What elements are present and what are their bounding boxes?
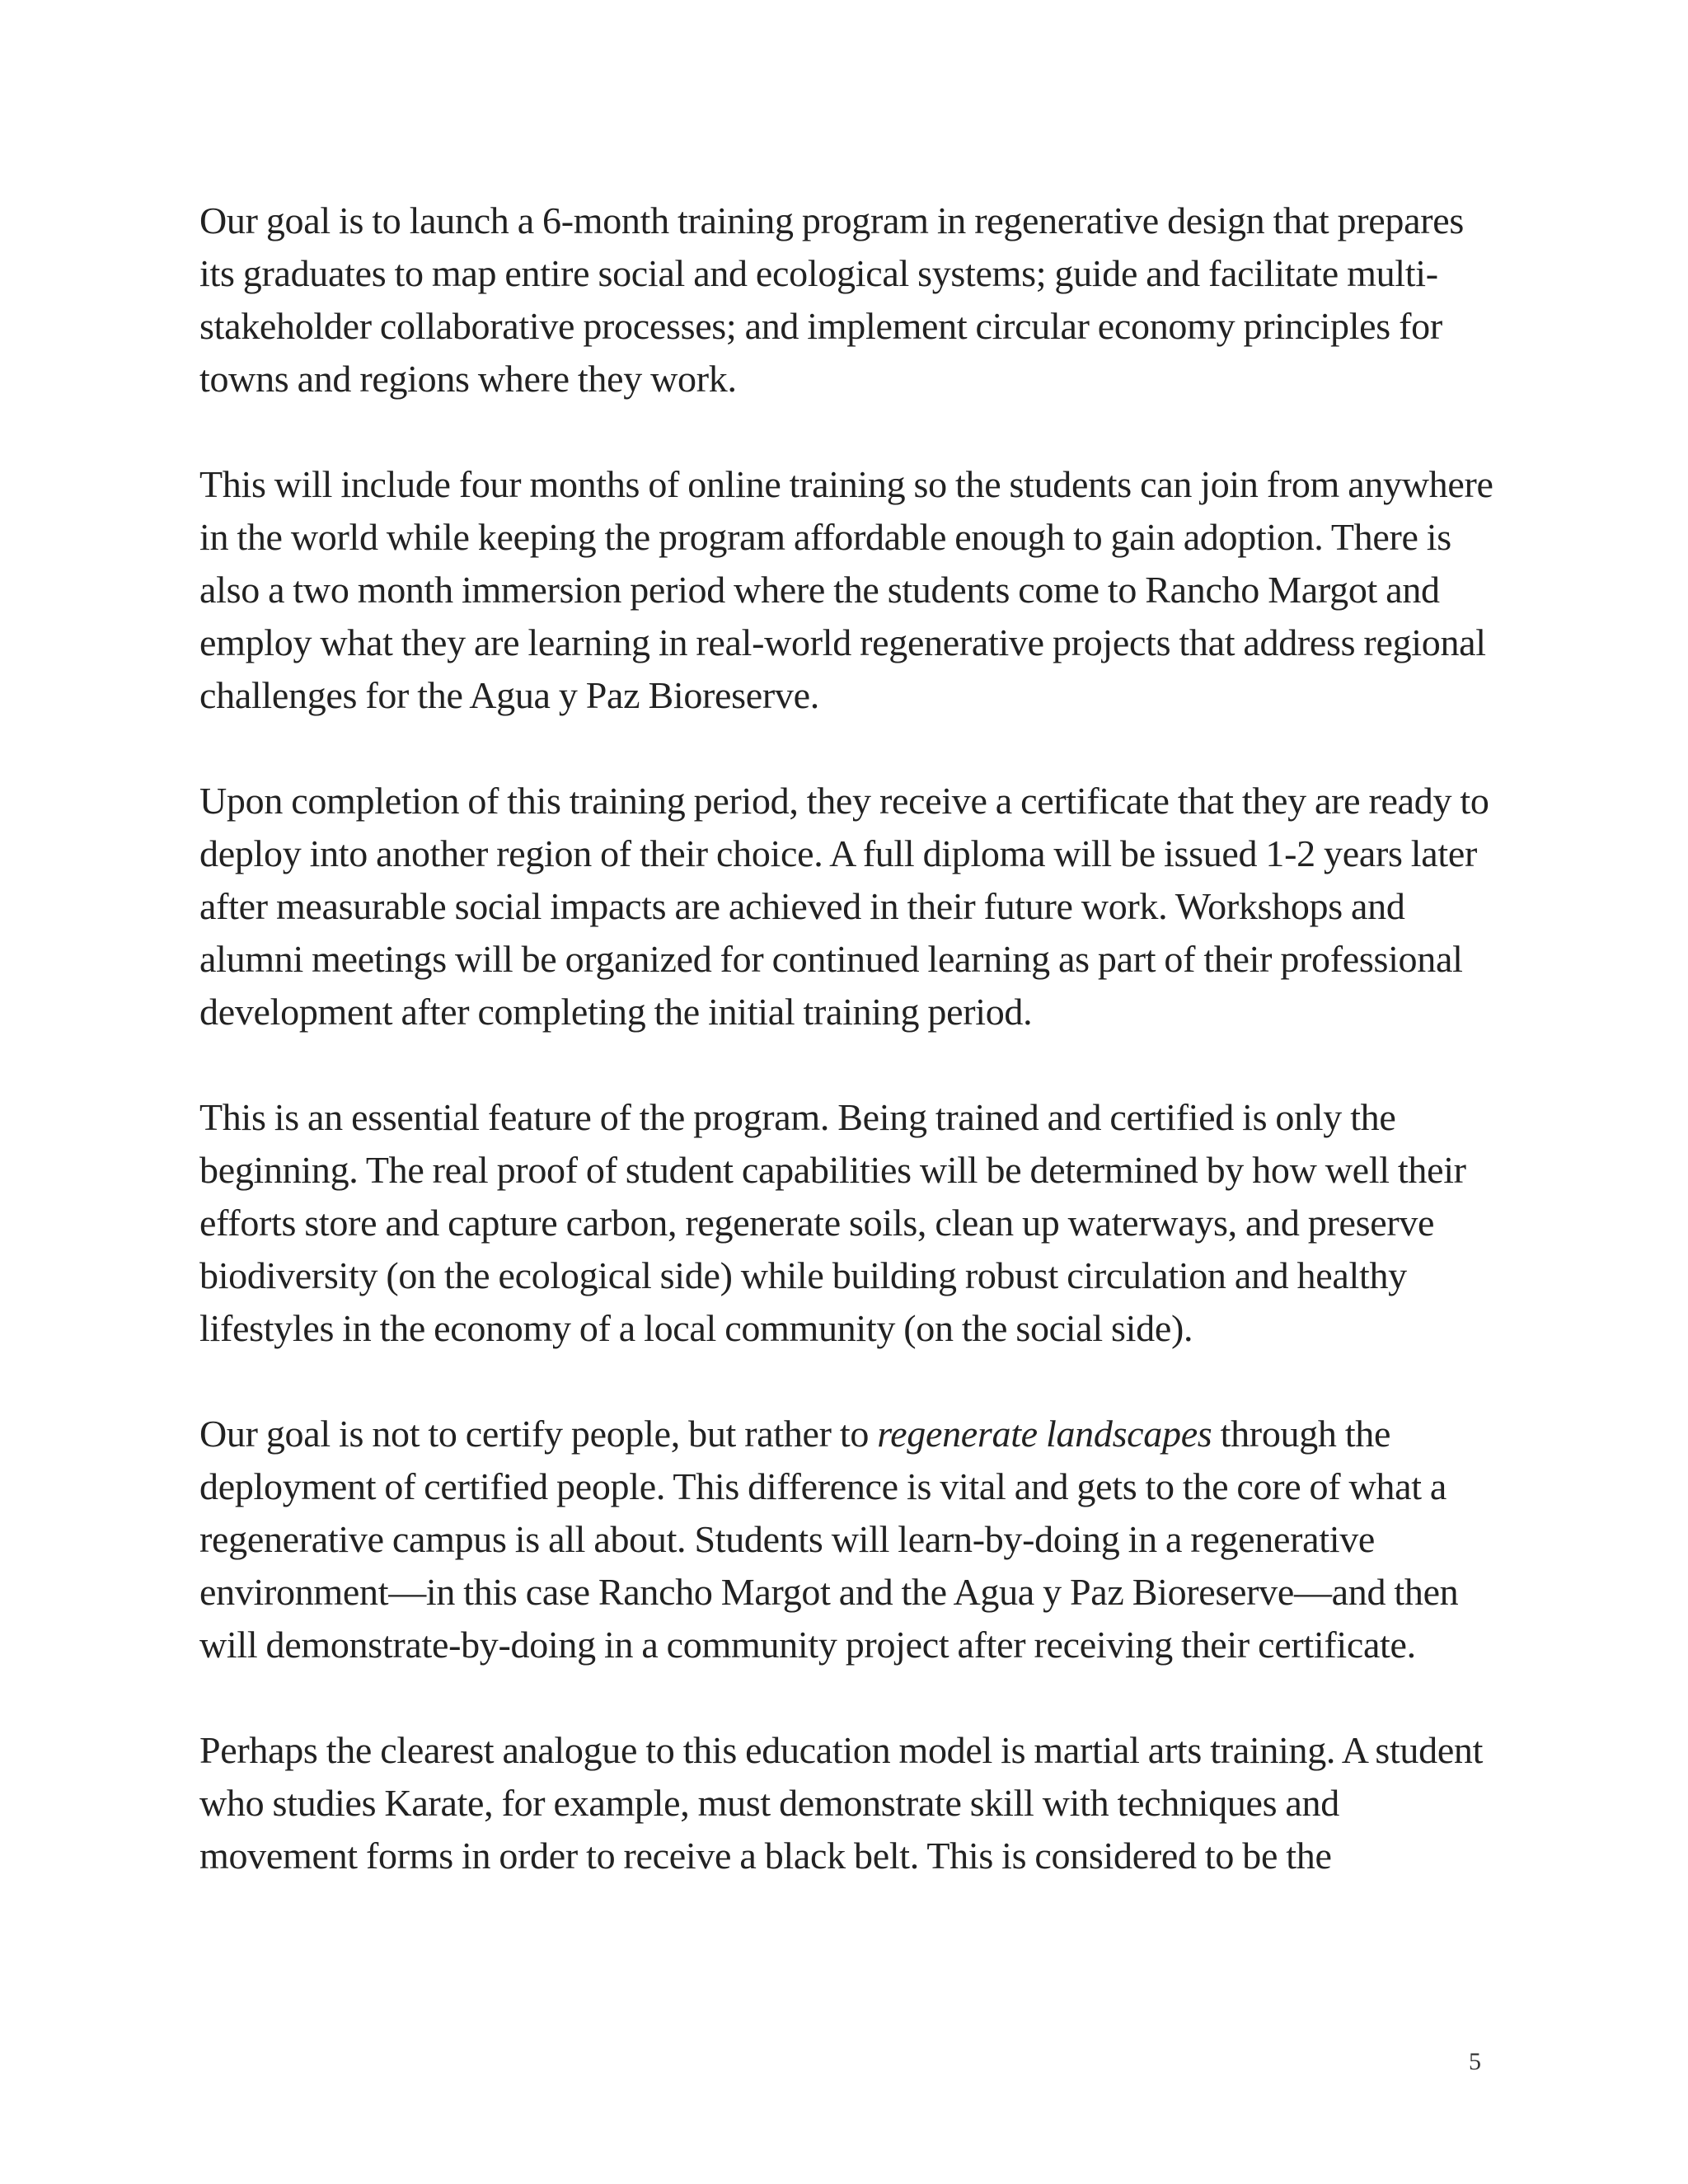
paragraph-certificate: Upon completion of this training period, they receive a certificate that they are ready to deploy into another region of their choice. A full diploma will be issued 1-2 years later after measurable social impacts are achieved in their future work. Workshops and alumni meetings will be organized for continued learning as part of their professional development after completing the initial training period. <box>199 780 1489 1033</box>
paragraph-program-goal: Our goal is to launch a 6-month training program in regenerative design that prepares its graduates to map entire social and ecological systems; guide and facilitate multi-stakeholder collaborative processes; and implement circular economy principles for towns and regions where they work. <box>199 199 1464 400</box>
paragraph-online-training: This will include four months of online training so the students can join from anywhere in the world while keeping the program affordable enough to gain adoption. There is also a two month immersion period where the students come to Rancho Margot and employ what they are learning in real-world regenerative projects that address regional challenges for the Agua y Paz Bioreserve. <box>199 463 1493 716</box>
paragraph-regenerate-landscapes <box>199 1408 1502 1671</box>
emphasis-regenerate-landscapes: regenerate landscapes <box>877 1413 1212 1455</box>
paragraph-text-before-emphasis: Our goal is not to certify people, but rather to <box>199 1413 878 1455</box>
paragraph-text-after-emphasis: through the deployment of certified people. This difference is vital and gets to the core of what a regenerative campus is all about. Students will learn-by-doing in a regenerative environment—in this case Rancho Margot and the Agua y Paz Bioreserve—and then will demonstrate-by-doing in a community project after receiving their certificate. <box>199 1413 1459 1666</box>
paragraph-martial-arts: Perhaps the clearest analogue to this education model is martial arts training. A student who studies Karate, for example, must demonstrate skill with techniques and movement forms in order to receive a black belt. This is considered to be the <box>199 1729 1484 1877</box>
page-number: 5 <box>1469 2048 1481 2075</box>
body-text <box>199 194 1502 1882</box>
paragraph-essential-feature: This is an essential feature of the program. Being trained and certified is only the beginning. The real proof of student capabilities will be determined by how well their efforts store and capture carbon, regenerate soils, clean up waterways, and preserve biodiversity (on the ecological side) while building robust circulation and healthy lifestyles in the economy of a local community (on the social side). <box>199 1096 1466 1349</box>
